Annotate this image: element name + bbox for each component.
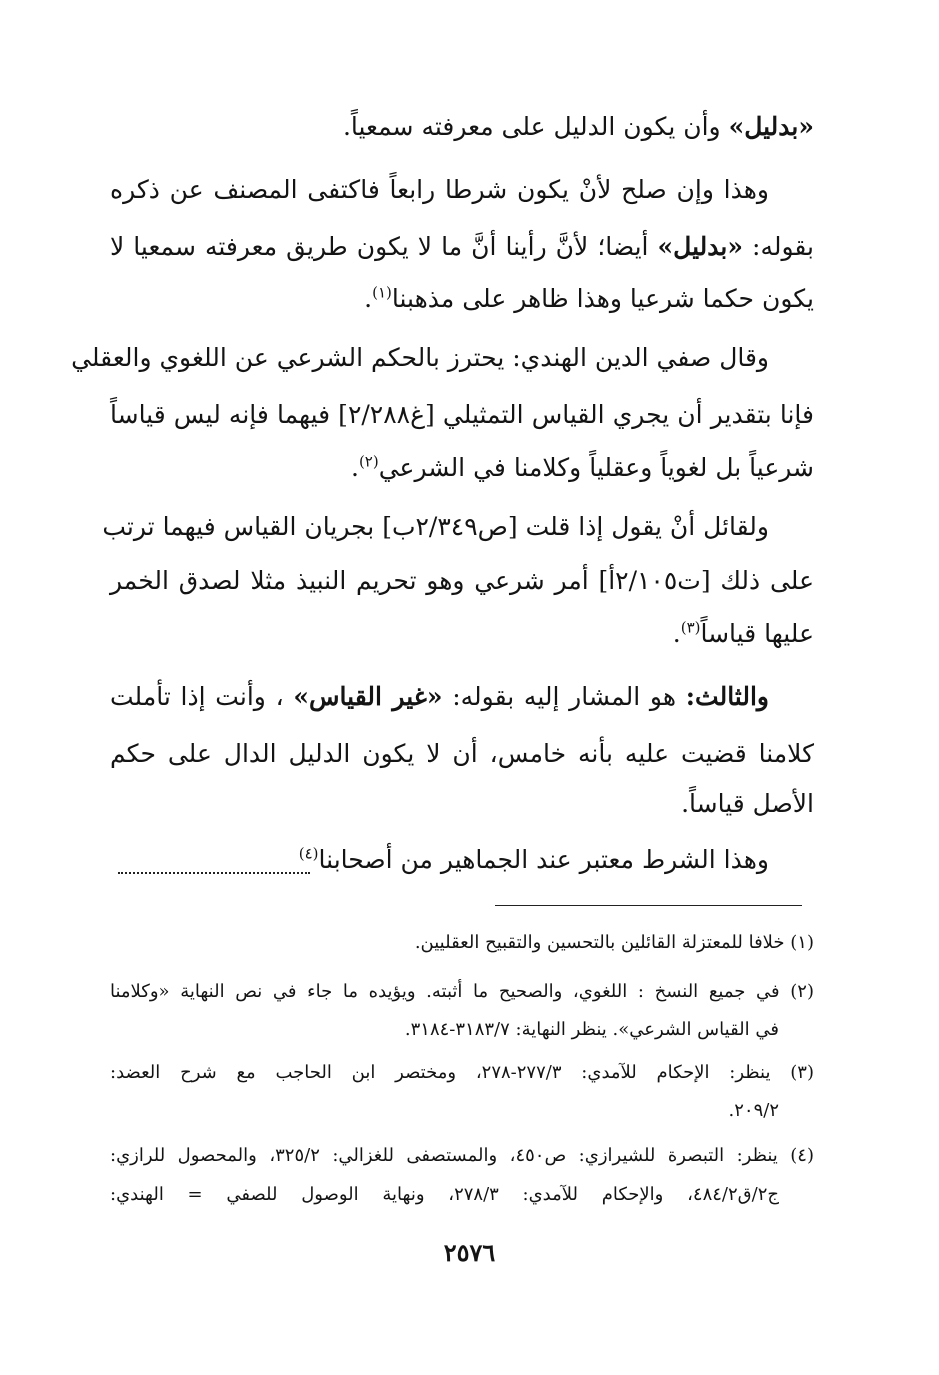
footnote-3-cont: ٢٠٩/٢. xyxy=(728,1100,779,1121)
bold-term: «غير القياس» xyxy=(293,682,443,711)
page-number: ٢٥٧٦ xyxy=(443,1238,496,1267)
period: . xyxy=(364,284,373,313)
bold-term: «بدليل» xyxy=(657,232,743,261)
body-line xyxy=(298,840,769,880)
body-line xyxy=(110,448,814,488)
footnote-separator xyxy=(495,905,802,906)
body-line xyxy=(110,279,814,319)
footnote-ref: (٣) xyxy=(680,618,701,637)
dotted-leader xyxy=(118,868,310,874)
text-span: وأن يكون الدليل على معرفته سمعياً. xyxy=(342,112,729,141)
footnote-3: (٣) ينظر: الإحكام للآمدي: ٢٧٧/٣-٢٧٨، ومختصر ابن الحاجب مع شرح العضد: xyxy=(110,1062,814,1083)
bold-term: والثالث: xyxy=(685,682,769,711)
text-span: أيضا؛ لأنَّ رأينا أنَّ ما لا يكون طريق معرفته سمعيا لا xyxy=(110,232,658,261)
body-line xyxy=(110,677,769,717)
body-line xyxy=(110,107,814,147)
footnote-2: (٢) في جميع النسخ : اللغوي، والصحيح ما أثبته. ويؤيده ما جاء في نص النهاية «وكلامنا xyxy=(110,981,814,1002)
footnote-1: (١) خلافا للمعتزلة القائلين بالتحسين والتقبيح العقليين. xyxy=(414,932,814,953)
footnote-ref: (٤) xyxy=(298,844,319,863)
body-line: كلامنا قضيت عليه بأنه خامس، أن لا يكون الدليل الدال على حكم xyxy=(110,739,814,768)
text-span: وهذا الشرط معتبر عند الجماهير من أصحابنا xyxy=(318,845,769,874)
footnote-ref: (٢) xyxy=(358,452,379,471)
text-span: ، وأنت إذا تأملت xyxy=(110,682,294,711)
body-line: الأصل قياساً. xyxy=(681,789,814,818)
text-span: شرعياً بل لغوياً وعقلياً وكلامنا في الشرعي xyxy=(378,453,814,482)
text-span: هو المشار إليه بقوله: xyxy=(442,682,686,711)
footnote-4-cont: ج٢/ق٤٨٤/٢، والإحكام للآمدي: ٢٧٨/٣، ونهاية الوصول للصفي = الهندي: xyxy=(110,1184,779,1205)
period: . xyxy=(672,619,681,648)
body-line: على ذلك [ت٢/١٠٥أ] أمر شرعي وهو تحريم النبيذ مثلا لصدق الخمر xyxy=(110,566,814,595)
body-line: فإنا بتقدير أن يجري القياس التمثيلي [غ٢/٢٨٨] فيهما فإنه ليس قياساً xyxy=(110,400,814,429)
body-line: وهذا وإن صلح لأنْ يكون شرطا رابعاً فاكتفى المصنف عن ذكره xyxy=(110,175,769,204)
body-line: وقال صفي الدين الهندي: يحترز بالحكم الشرعي عن اللغوي والعقلي xyxy=(71,343,769,372)
bold-term: «بدليل» xyxy=(728,112,814,141)
text-span: بقوله: xyxy=(742,232,814,261)
body-line xyxy=(110,614,814,654)
body-line: ولقائل أنْ يقول إذا قلت [ص٢/٣٤٩ب] بجريان القياس فيهما ترتب xyxy=(102,512,769,541)
period: . xyxy=(350,453,359,482)
footnote-ref: (١) xyxy=(372,283,392,302)
text-span: عليها قياساً xyxy=(700,619,814,648)
text-span: يكون حكما شرعيا وهذا ظاهر على مذهبنا xyxy=(391,284,814,313)
footnote-2-cont: في القياس الشرعي». ينظر النهاية: ٣١٨٣/٧-٣١٨٤. xyxy=(404,1019,779,1040)
footnote-4: (٤) ينظر: التبصرة للشيرازي: ص٤٥٠، والمستصفى للغزالي: ٣٢٥/٢، والمحصول للرازي: xyxy=(110,1145,814,1166)
body-line xyxy=(110,227,814,267)
